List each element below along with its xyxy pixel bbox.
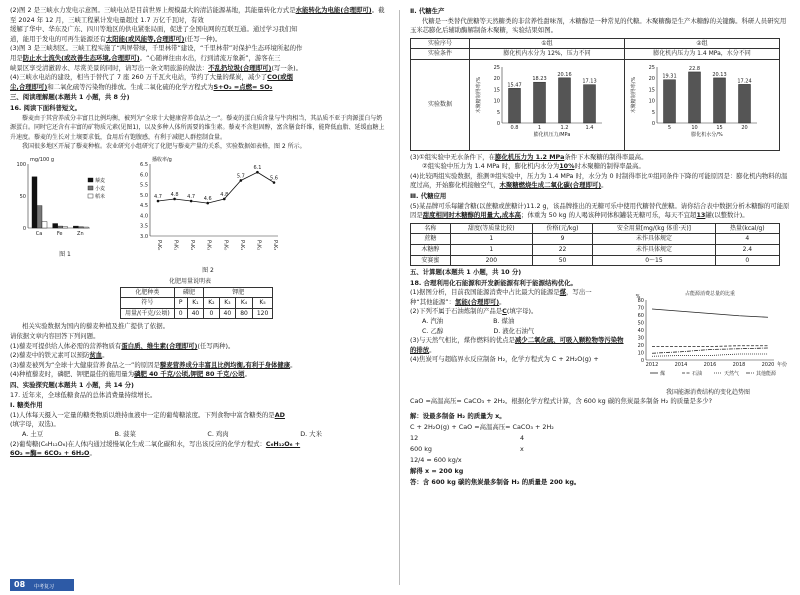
data-label: 20.13 <box>712 71 727 78</box>
sub-3-title: Ⅲ. 代糖应用 <box>410 191 447 200</box>
q3-text-d: 峡景区享受清澈碧水、尽赏美景的同时，请写出一条文明旅游的做法：不乱扔垃圾(合理即可)(写一条)。 <box>10 63 303 72</box>
sol-value: 600 kg <box>410 445 432 454</box>
y-tick-label: 5.5 <box>140 182 148 189</box>
data-label: 20.16 <box>557 71 572 78</box>
sol-line-5: 12/4 = 600 kg/x <box>410 456 462 465</box>
data-label: 5.7 <box>236 173 245 180</box>
exp-cell <box>470 59 625 150</box>
y-tick-label: 0 <box>640 358 644 365</box>
data-point <box>273 181 276 184</box>
x-axis-label: 膨化机压力/MPa <box>533 131 571 138</box>
legend-label: 煤 <box>660 371 666 378</box>
sweetener-head-row <box>411 223 780 234</box>
q18-4b: CaO =高温高压= CaCO₃ + 2H₂。根据化学方程式计算，含 600 kg 碳的焦炭最多制备 H₂ 的质量是多少? <box>410 397 713 406</box>
y-tick-label: 15 <box>493 87 500 94</box>
section-3-title: 三、阅读理解题(本题共 1 小题，共 8 分) <box>10 93 130 102</box>
y-tick-label: 40 <box>637 328 644 335</box>
x-tick-label: 15 <box>716 124 723 131</box>
q17-option-d: D. 大米 <box>300 430 322 438</box>
figure-1-caption: 图 1 <box>59 250 71 258</box>
bar <box>664 80 676 123</box>
q18-1c: 种“其他能源”：氢能(合理即可)。 <box>410 297 506 306</box>
q4-text-b: 尘,合理即可)和二氧化硫等污染物的排放。生成二氧化硫的化学方程式为S+O₂ =点燃= SO₂ <box>10 82 273 91</box>
figure-2 <box>128 154 288 275</box>
q17-option-c: C. 鸡肉 <box>207 430 229 438</box>
sw-cell: 0～15 <box>593 255 715 266</box>
y-axis-label: mg/100 g <box>30 156 55 163</box>
group-1-chart <box>472 61 622 145</box>
fert-cell: 120 <box>252 308 272 319</box>
q18-4a: (4)焦炭可与超临界水反应制备 H₂，化学方程式为 C + 2H₂O(g) + <box>410 355 599 364</box>
figure-1 <box>10 154 120 259</box>
data-point <box>223 198 226 201</box>
y-tick-label: 10 <box>493 98 500 105</box>
fert-head-p: 磷肥 <box>174 287 203 298</box>
bar <box>78 227 83 228</box>
y-tick-label: 25 <box>493 64 500 71</box>
data-point <box>240 179 243 182</box>
fert-table <box>120 287 273 320</box>
sol-line-3 <box>410 433 790 444</box>
y-axis-label: % <box>635 294 641 301</box>
exp-cell: 膨化机内水分为 12%，压力不同 <box>470 49 625 60</box>
sw-cell: 50 <box>532 255 592 266</box>
q17-sub-1: Ⅰ. 糖类作用 <box>10 401 43 410</box>
right-column <box>410 6 790 488</box>
bar <box>63 227 68 228</box>
fert-table-caption: 化肥用量说明表 <box>168 278 211 286</box>
sol-line-6: 解得 x = 200 kg <box>410 467 464 476</box>
r-q4: (4)比较两组实验数据，推测③组实验中，压力为 1.4 MPa 时，水分为 0 时制得率比①组同条件下降的可能原因是：膨化机内物料的温度过高，开始膨化机接触空气，木聚糖燃烧生成二氧化碳(合理即可)。 <box>410 171 788 190</box>
data-point <box>190 200 193 203</box>
q18-opts-2 <box>410 327 628 337</box>
sol-line-1: 解：设最多制备 H₂ 的质量为 x。 <box>410 412 506 421</box>
experiment-table <box>410 38 780 151</box>
bar <box>42 222 47 228</box>
y-tick-label: 0 <box>496 120 500 127</box>
x-tick-label: 2012 <box>645 362 659 369</box>
y-tick-label: 20 <box>648 76 655 83</box>
section-4-title: 四、实验探究题(本题共 1 小题，共 14 分) <box>10 381 134 390</box>
energy-figure <box>628 288 788 397</box>
x-tick-label: P₁K₁ <box>238 239 245 251</box>
y-tick-label: 20 <box>637 343 644 350</box>
q16-passage-1: 藜麦由于其营养成分丰富且比例均衡，被列为“全球十大健康营养食品之一”。藜麦的蛋白质含量与牛肉相当，其品质不亚于肉源蛋白与奶源蛋白。同时它还含有丰富的矿物质元素(见图1)，以及多种人体所需要的维生素。藜麦不含胆固醇，富含膳食纤维，能降低血脂、延缓血糖上升速度。藜麦的生长对土壤要求低，食用后有饱腹感，有利于减肥人群控制食量。 <box>10 114 385 141</box>
x-tick-label: 1 <box>537 124 542 131</box>
x-tick-label: 1.4 <box>585 124 594 131</box>
x-axis-label: 膨化机水分/% <box>691 131 723 138</box>
fert-cell: K₅ <box>252 298 272 309</box>
exp-cell: 膨化机内压力为 1.4 MPa，水分不同 <box>625 49 780 60</box>
y-tick-label: 100 <box>16 161 26 168</box>
data-point <box>256 171 259 174</box>
q16-after-1: 相关实验数据为国内的藜麦种植及推广提供了依据。 <box>22 322 169 331</box>
fert-cell: K₃ <box>219 298 236 309</box>
q16-1: (1)藜麦可提供给人体必需的营养物质有蛋白质、维生素(合理即可)(任写两种)。 <box>10 341 235 350</box>
sw-cell: 甜度(等质量比较) <box>450 223 532 234</box>
q18-title: 18. 合理利用化石能源和开发新能源有利于能源结构优化。 <box>410 278 577 287</box>
sw-cell: 2.4 <box>715 244 779 255</box>
fert-cell: 0 <box>174 308 187 319</box>
left-column <box>10 6 388 459</box>
legend-label: 藜麦 <box>95 177 106 184</box>
fert-cell: 用量/(千克/公顷) <box>121 308 175 319</box>
data-label: 6.1 <box>253 165 262 172</box>
exp-cell: 实验序号 <box>411 38 470 49</box>
x-tick-label: 10 <box>691 124 698 131</box>
q16-4: (4)种植藜麦时，磷肥、钾肥最佳的施用量为磷肥 40 千克/公顷,钾肥 80 千克/公顷。 <box>10 370 251 379</box>
x-tick-label: 20 <box>741 124 748 131</box>
x-tick-label: P₀K₃ <box>205 239 212 251</box>
data-label: 19.31 <box>662 73 677 80</box>
sw-cell: 价格(元/kg) <box>532 223 592 234</box>
sw-cell: 安赛蜜 <box>411 255 451 266</box>
sw-cell: 1 <box>450 244 532 255</box>
data-label: 18.23 <box>532 76 547 83</box>
series-line <box>652 354 768 356</box>
figure-1-chart <box>10 154 120 246</box>
y-tick-label: 10 <box>648 98 655 105</box>
sw-cell: 未作具体规定 <box>593 234 715 245</box>
x-axis-label: 年份 <box>776 362 788 369</box>
sol-value: 4 <box>520 434 525 443</box>
y-tick-label: 6.0 <box>140 172 148 179</box>
data-point <box>157 200 160 203</box>
group-2-chart <box>627 61 777 145</box>
x-tick-label: Fe <box>56 230 63 237</box>
solution <box>410 411 790 488</box>
y-tick-label: 6.5 <box>140 161 148 168</box>
y-axis-label: 木聚糖制得率/% <box>631 76 637 114</box>
r-q3-1: (3)①组实验中无水条件下，在膨化机压力为 1.2 MPa条件下木聚糖的制得率最高。 <box>410 152 648 161</box>
q17-1: (1)人体每天摄入一定量的糖类物质以维持血液中一定的葡萄糖浓度。下列食物中富含糖类的是AD <box>10 410 285 419</box>
x-tick-label: P₀K₀ <box>156 239 162 251</box>
r-q5: (5)某品牌可乐每罐含糖(以蔗糖或蔗糖计)11.2 g，该品牌推出的无糖可乐中使用代糖替代蔗糖。请你结合表中数据分析木糖醇的可能原因是甜度相同时木糖醇的用量大,成本高；体重为 50 kg 的人喝该种同体积罐装无糖可乐，每天不宜超13罐(以整数计)。 <box>410 201 790 220</box>
y-tick-label: 50 <box>637 320 644 327</box>
y-tick-label: 70 <box>637 305 644 312</box>
q16-2: (2)藜麦中的铁元素可以预防贫血。 <box>10 351 109 360</box>
exp-cell: 实验条件 <box>411 49 470 60</box>
x-tick-label: P₀K₁ <box>172 239 179 251</box>
legend-swatch <box>88 186 93 190</box>
x-tick-label: P₀K₂ <box>189 239 196 251</box>
x-tick-label: P₁K₀ <box>222 239 229 251</box>
data-label: 4.6 <box>203 195 212 202</box>
bar <box>32 177 37 228</box>
series-line <box>652 346 768 347</box>
bar <box>714 78 726 123</box>
exp-cell: ①组 <box>470 38 625 49</box>
fert-table-symbol-row <box>121 298 273 309</box>
q18-block <box>410 288 790 397</box>
y-axis-label: 播收率/g <box>152 156 172 163</box>
q2-text-d: 道，能用于发电的可再生能源还有太阳能(或风能等,合理即可)(任写一种)。 <box>10 34 222 43</box>
energy-caption: 我国能源消费结构的变化趋势图 <box>665 388 750 396</box>
sw-cell: 1 <box>450 234 532 245</box>
sw-cell: 木糖醇 <box>411 244 451 255</box>
y-tick-label: 3.0 <box>140 233 148 240</box>
y-tick-label: 5.0 <box>140 192 148 199</box>
fert-cell: P <box>174 298 187 309</box>
fert-cell: 40 <box>219 308 236 319</box>
q18-questions <box>410 288 628 397</box>
sweetener-row <box>411 244 780 255</box>
x-tick-label: 2020 <box>761 362 775 369</box>
q17-2b: 6O₂ =酶= 6CO₂ + 6H₂O。 <box>10 449 96 458</box>
data-point <box>206 202 209 205</box>
sw-cell: 热量(kcal/g) <box>715 223 779 234</box>
data-label: 4.7 <box>187 193 196 200</box>
sw-cell: 22 <box>532 244 592 255</box>
x-tick-label: 1.2 <box>560 124 569 131</box>
q17-option-b: B. 菠菜 <box>114 430 136 438</box>
bar <box>689 72 701 123</box>
data-point <box>173 198 176 201</box>
sol-line-4 <box>410 444 790 455</box>
y-tick-label: 4.5 <box>140 203 148 210</box>
q16-passage-2: 我国很多地区开展了藜麦种植。农业研究小组研究了化肥与藜麦产量的关系，实验数据如表格，图 2 所示。 <box>22 143 306 151</box>
fert-head-k: 钾肥 <box>204 287 273 298</box>
exp-cell: ②组 <box>625 38 780 49</box>
y-tick-label: 30 <box>637 335 644 342</box>
sw-cell: 0 <box>715 255 779 266</box>
q17-2: (2)葡萄糖(C₆H₁₂O₆)在人体内通过缓慢氧化生成二氧化碳和水，写出该反应的化学方程式：C₆H₁₂O₆ + <box>10 439 301 448</box>
r-q3-2: ②组实验中压力为 1.4 MPa 时，膨化机内水分为10%时木聚糖的制得率最高。 <box>422 162 645 171</box>
bar <box>584 85 596 123</box>
x-tick-label: P₁K₂ <box>255 239 262 251</box>
x-tick-label: P₁K₃ <box>272 239 278 251</box>
sweetener-table <box>410 223 780 266</box>
q18-option-a: A. 汽油 <box>422 317 444 326</box>
y-tick-label: 4.0 <box>140 213 148 220</box>
fert-cell: 80 <box>236 308 253 319</box>
y-tick-label: 50 <box>19 193 26 200</box>
bar <box>58 226 63 228</box>
q18-option-d: D. 液化石油气 <box>493 326 535 335</box>
data-label: 4.8 <box>170 191 179 198</box>
q18-3: (3)与天然气相比，煤作燃料的优点是减少二氧化硫、可吸入颗粒物等污染物的排放。 <box>410 336 624 354</box>
q18-option-c: C. 乙醇 <box>422 326 444 335</box>
sweetener-row <box>411 255 780 266</box>
section-5-title: 五、计算题(本题共 1 小题，共 10 分) <box>410 268 522 277</box>
data-label: 15.47 <box>507 82 522 89</box>
fert-cell: 40 <box>187 308 204 319</box>
bar <box>509 88 521 123</box>
data-label: 22.8 <box>688 65 701 72</box>
q2-text: (2)图 2 是三峡水力发电示意图。三峡电站是目前世界上规模最大的清洁能源基地，其能量转化方式是水能转化为电能(合理即可)。截至 2024 年 12 月，三峡工程累计发电量超过 1.7 万亿千瓦时，有效 <box>10 6 385 24</box>
x-tick-label: 2016 <box>703 362 717 369</box>
right-passage-1: 代糖是一类替代蔗糖等天然糖类的非营养性甜味剂，木糖醇是一种常见的代糖。木聚糖酶是生产木糖醇的关键酶。科研人员研究用玉米芯膨化后辅助酶解制备木聚糖，实验结果如图。 <box>410 16 787 35</box>
q2-text-c: 缓解了华中、华东及广东、四川等地区的供电紧张局面，促进了全国电网的互联互通。通过学习我们知 <box>10 25 298 34</box>
sol-line-2: C + 2H₂O(g) + CaO =高温高压= CaCO₃ + 2H₂ <box>410 423 554 432</box>
fert-cell: K₂ <box>204 298 219 309</box>
fert-cell: 符号 <box>121 298 175 309</box>
legend-label: 小麦 <box>95 185 106 192</box>
legend-label: 其他能源 <box>756 371 777 378</box>
x-tick-label: 2018 <box>732 362 746 369</box>
data-label: 17.13 <box>582 78 597 85</box>
data-label: 4.7 <box>154 193 162 200</box>
q3-text-b: 用是防止水土流失(或改善生态环境,合理即可)。“心随禅往由水出，行到清流万象新”，游客在三 <box>10 53 281 62</box>
q4-text: (4)三峡水电站的建设，相当于替代了 7 座 260 万千瓦火电站，节约了大量的煤炭，减少了CO(或烟 <box>10 73 293 82</box>
sw-cell: 名称 <box>411 223 451 234</box>
figure-2-caption: 图 2 <box>202 266 214 274</box>
y-tick-label: 3.5 <box>140 223 148 230</box>
exp-data-row <box>411 59 780 150</box>
q16-3: (3)藜麦被列为“全球十大健康营养食品之一”的原因是藜麦营养成分丰富且比例均衡,有利于身体健康。 <box>10 360 297 369</box>
sw-cell: 未作具体规定 <box>593 244 715 255</box>
column-divider <box>399 10 400 585</box>
y-tick-label: 10 <box>637 350 644 357</box>
y-axis-label: 木聚糖制得率/% <box>476 76 482 114</box>
y-tick-label: 15 <box>648 87 655 94</box>
y-tick-label: 5 <box>496 109 500 116</box>
series-line <box>652 309 768 317</box>
q18-opts-1 <box>410 317 628 327</box>
sw-cell: 安全用量[mg/(kg 体重·天)] <box>593 223 715 234</box>
energy-chart <box>628 288 788 384</box>
q18-1: (1)据图分析，目前我国能源消费中占比最大的能源是煤，写出一 <box>410 288 592 297</box>
y-tick-label: 5 <box>651 109 655 116</box>
data-label: 17.24 <box>737 78 752 85</box>
page-tag: 中考复习 <box>34 584 55 590</box>
legend-label: 稻米 <box>95 193 106 200</box>
bar <box>739 84 751 123</box>
y-tick-label: 0 <box>22 225 26 232</box>
sol-value: 12 <box>410 434 419 443</box>
bar <box>534 82 546 123</box>
sw-cell: 4 <box>715 234 779 245</box>
q17-1b: (填字母，双选)。 <box>10 420 60 429</box>
q17-options <box>10 430 322 440</box>
legend-swatch <box>88 194 93 198</box>
q16-title: 16. 阅读下面科普短文。 <box>10 103 82 112</box>
fert-head-type: 化肥种类 <box>121 287 175 298</box>
data-label: 5.6 <box>270 175 278 182</box>
exp-cond-row <box>411 49 780 60</box>
q3-text: (3)图 3 是三峡坝区。三峡工程实施了“两屏带绿，千里林带”建设，“千里林带”对保护生态环境所起的作 <box>10 44 303 53</box>
q18-option-b: B. 煤油 <box>493 317 515 326</box>
exp-head-row <box>411 38 780 49</box>
exp-cell: 实验数据 <box>411 59 470 150</box>
exp-cell <box>625 59 780 150</box>
y-tick-label: 60 <box>637 313 644 320</box>
bar <box>37 206 42 228</box>
legend-label: 石油 <box>692 371 703 378</box>
bar <box>53 223 58 227</box>
sw-cell: 蔗糖 <box>411 234 451 245</box>
legend-swatch <box>88 178 93 182</box>
series-line <box>652 348 768 353</box>
q16-after-2: 请依据文章内容回答下列问题。 <box>10 332 100 341</box>
y-tick-label: 0 <box>651 120 655 127</box>
page-number: 08 <box>10 579 74 591</box>
y-tick-label: 80 <box>637 298 644 305</box>
fert-cell: K₁ <box>187 298 204 309</box>
bar <box>559 78 571 123</box>
chart-title: 占能源消费总量的比重 <box>684 291 736 298</box>
fert-cell: 0 <box>204 308 219 319</box>
fert-table-amount-row <box>121 308 273 319</box>
bar <box>83 227 88 228</box>
sw-cell: 200 <box>450 255 532 266</box>
sub-2-title: Ⅱ. 代糖生产 <box>410 7 445 15</box>
y-tick-label: 20 <box>493 76 500 83</box>
q18-2: (2)下列不属于石油炼制的产品是C(填字母)。 <box>410 307 538 316</box>
fert-cell: K₄ <box>236 298 253 309</box>
q16-figures <box>10 154 388 275</box>
x-tick-label: 0.8 <box>510 124 519 131</box>
sol-line-7: 答：含 600 kg 碳的焦炭最多制备 H₂ 的质量是 200 kg。 <box>410 478 581 487</box>
bar <box>73 226 78 228</box>
sol-value: x <box>520 445 524 454</box>
y-tick-label: 25 <box>648 64 655 71</box>
x-tick-label: 2014 <box>674 362 688 369</box>
q17-title: 17. 近年来，全球低糖食品的总体消费量持续增长。 <box>10 390 157 399</box>
sweetener-row <box>411 234 780 245</box>
q17-option-a: A. 土豆 <box>22 430 44 438</box>
x-tick-label: Zn <box>77 230 84 237</box>
sw-cell: 9 <box>532 234 592 245</box>
x-tick-label: 5 <box>667 124 672 131</box>
x-tick-label: Ca <box>35 230 43 237</box>
fert-table-head-row <box>121 287 273 298</box>
data-label: 4.8 <box>220 191 229 198</box>
figure-2-chart <box>128 154 288 262</box>
legend-label: 天然气 <box>724 371 740 378</box>
